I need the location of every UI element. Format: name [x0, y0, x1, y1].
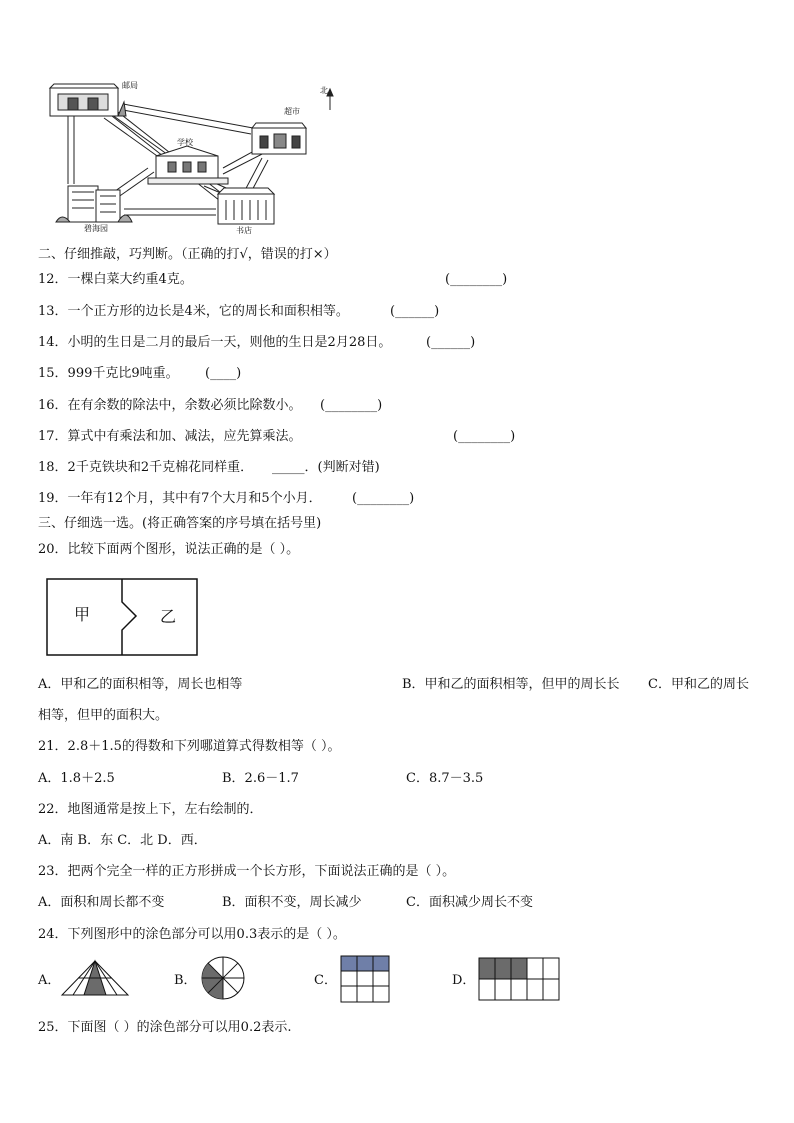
question-13-answer-blank[interactable]: (______) [390, 304, 440, 319]
question-23-stem: 23．把两个完全一样的正方形拼成一个长方形，下面说法正确的是（ ）。 [38, 864, 456, 879]
question-12 [38, 271, 193, 289]
question-15-text: 15．999千克比9吨重。 [38, 366, 179, 381]
bookstore-building [218, 188, 274, 224]
question-17-answer-blank[interactable]: (________) [453, 429, 516, 444]
question-12-answer-blank[interactable]: (________) [445, 272, 508, 287]
question-21-stem: 21．2.8＋1.5的得数和下列哪道算式得数相等（ ）。 [38, 739, 341, 754]
question-18-answer-blank[interactable]: _____．(判断对错) [272, 460, 380, 475]
option-c-grid-figure [340, 955, 390, 1007]
map-label-post-office: 邮局 [122, 81, 138, 90]
question-24-option-c-label[interactable]: C． [314, 973, 337, 988]
map-drawing [38, 76, 338, 236]
map-label-supermarket: 超市 [284, 107, 300, 116]
question-23-option-b[interactable]: B．面积不变，周长减少 [222, 895, 362, 910]
question-24-option-d-label[interactable]: D． [452, 973, 476, 988]
question-20-option-b[interactable]: B．甲和乙的面积相等，但甲的周长长 [402, 677, 620, 692]
question-12-text: 12．一棵白菜大约重4克。 [38, 272, 193, 287]
option-b-circle-figure [200, 955, 246, 1005]
question-20-option-c[interactable]: C．甲和乙的周长 [648, 677, 749, 692]
question-22-options[interactable]: A．南 B．东 C．北 D．西． [38, 833, 207, 848]
question-17 [38, 428, 302, 446]
question-16-text: 16．在有余数的除法中，余数必须比除数小。 [38, 398, 302, 413]
question-24-option-b-label[interactable]: B． [174, 973, 197, 988]
question-17-text: 17．算式中有乘法和加、减法，应先算乘法。 [38, 429, 302, 444]
question-13-text: 13．一个正方形的边长是4米，它的周长和面积相等。 [38, 304, 349, 319]
question-21-option-c[interactable]: C．8.7－3.5 [406, 771, 484, 786]
supermarket-building [252, 123, 306, 154]
shape-jia-label: 甲 [74, 605, 91, 624]
park-building [56, 186, 132, 222]
option-d-grid-figure [478, 957, 560, 1005]
question-14 [38, 334, 391, 352]
question-14-answer-blank[interactable]: (______) [426, 335, 476, 350]
shaded-circle [200, 955, 246, 1001]
option-a-triangle-figure [60, 958, 130, 1002]
question-23-option-a[interactable]: A．面积和周长都不变 [38, 895, 165, 910]
question-19-answer-blank[interactable]: (________) [352, 491, 415, 506]
shaded-grid-3x3 [340, 955, 390, 1003]
shaded-triangle [60, 958, 130, 998]
question-13 [38, 303, 349, 321]
post-office-building [50, 84, 126, 116]
question-24-option-a-label[interactable]: A． [38, 973, 61, 988]
question-23-option-c[interactable]: C．面积减少周长不变 [406, 895, 533, 910]
question-21-option-a[interactable]: A．1.8＋2.5 [38, 771, 115, 786]
question-18 [38, 459, 253, 477]
question-15 [38, 365, 179, 383]
question-16 [38, 397, 302, 415]
question-16-answer-blank[interactable]: (________) [320, 398, 383, 413]
question-20-figure [46, 578, 198, 660]
map-label-north: 北 [320, 86, 328, 95]
question-19 [38, 490, 322, 508]
map-figure [38, 76, 338, 236]
question-20-option-a[interactable]: A．甲和乙的面积相等，周长也相等 [38, 677, 243, 692]
question-14-text: 14．小明的生日是二月的最后一天，则他的生日是2月28日。 [38, 335, 392, 350]
question-24-stem: 24．下列图形中的涂色部分可以用0.3表示的是（ ）。 [38, 927, 346, 942]
question-19-text: 19．一年有12个月，其中有7个大月和5个小月． [38, 491, 322, 506]
question-21-option-b[interactable]: B．2.6－1.7 [222, 771, 299, 786]
map-label-bookstore: 书店 [236, 226, 252, 235]
school-building [148, 146, 228, 184]
question-25-stem: 25．下面图（ ）的涂色部分可以用0.2表示. [38, 1020, 292, 1035]
shaded-grid-5x2 [478, 957, 560, 1001]
question-18-text: 18．2千克铁块和2千克棉花同样重． [38, 460, 254, 475]
question-22-stem: 22．地图通常是按上下，左右绘制的． [38, 802, 263, 817]
section3-title: 三、仔细选一选。(将正确答案的序号填在括号里) [38, 516, 322, 531]
section2-title: 二、仔细推敲，巧判断。（正确的打√，错误的打×） [38, 247, 337, 262]
map-label-park: 碧海园 [84, 224, 108, 233]
question-15-answer-blank[interactable]: (____) [205, 366, 242, 381]
shape-yi-label: 乙 [160, 607, 177, 626]
question-20-stem: 20．比较下面两个图形，说法正确的是（ ）。 [38, 542, 300, 557]
map-label-school: 学校 [177, 138, 193, 147]
question-20-option-c-continued: 相等，但甲的面积大。 [38, 708, 169, 723]
